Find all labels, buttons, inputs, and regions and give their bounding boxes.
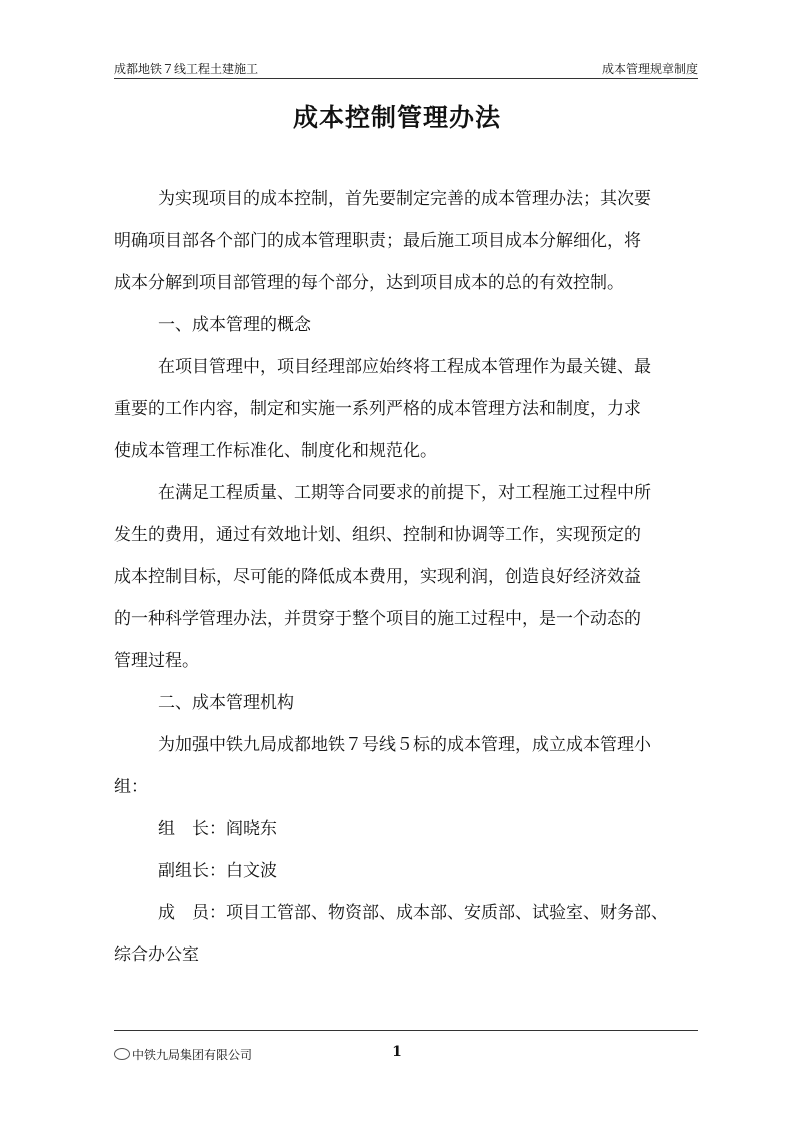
text-line: 成 员：项目工管部、物资部、成本部、安质部、试验室、财务部、: [158, 903, 668, 923]
header-left-text: 成都地铁７线工程土建施工: [114, 62, 259, 76]
footer-rule: [114, 1030, 698, 1031]
text-line: 的一种科学管理办法，并贯穿于整个项目的施工过程中，是一个动态的: [114, 609, 641, 629]
text-line: 在项目管理中，项目经理部应始终将工程成本管理作为最关键、最: [158, 357, 651, 377]
text-line: 重要的工作内容，制定和实施一系列严格的成本管理方法和制度，力求: [114, 399, 641, 419]
header-right-text: 成本管理规章制度: [601, 62, 698, 76]
document-title: 成本控制管理办法: [292, 103, 501, 132]
text-line: 为实现项目的成本控制，首先要制定完善的成本管理办法；其次要: [158, 189, 651, 209]
page-header: [114, 56, 698, 79]
document-body: [114, 182, 708, 980]
footer-company: 中铁九局集团有限公司: [132, 1048, 253, 1062]
text-line: 使成本管理工作标准化、制度化和规范化。: [114, 441, 437, 461]
text-line: 明确项目部各个部门的成本管理职责；最后施工项目成本分解细化，将: [114, 231, 641, 251]
text-line: 在满足工程质量、工期等合同要求的前提下，对工程施工过程中所: [158, 483, 651, 503]
text-line: 为加强中铁九局成都地铁７号线５标的成本管理，成立成本管理小: [158, 735, 651, 755]
section-heading: 二、成本管理机构: [158, 693, 294, 713]
text-line: 副组长：白文波: [158, 861, 277, 881]
text-line: 综合办公室: [114, 945, 199, 965]
text-line: 成本控制目标，尽可能的降低成本费用，实现利润，创造良好经济效益: [114, 567, 641, 587]
text-line: 组 长：阎晓东: [158, 819, 277, 839]
text-line: 管理过程。: [114, 651, 199, 671]
text-line: 组：: [114, 777, 148, 797]
text-line: 成本分解到项目部管理的每个部分，达到项目成本的总的有效控制。: [114, 273, 624, 293]
text-line: 发生的费用，通过有效地计划、组织、控制和协调等工作，实现预定的: [114, 525, 641, 545]
section-heading: 一、成本管理的概念: [158, 315, 311, 335]
page-number: 1: [392, 1044, 402, 1060]
